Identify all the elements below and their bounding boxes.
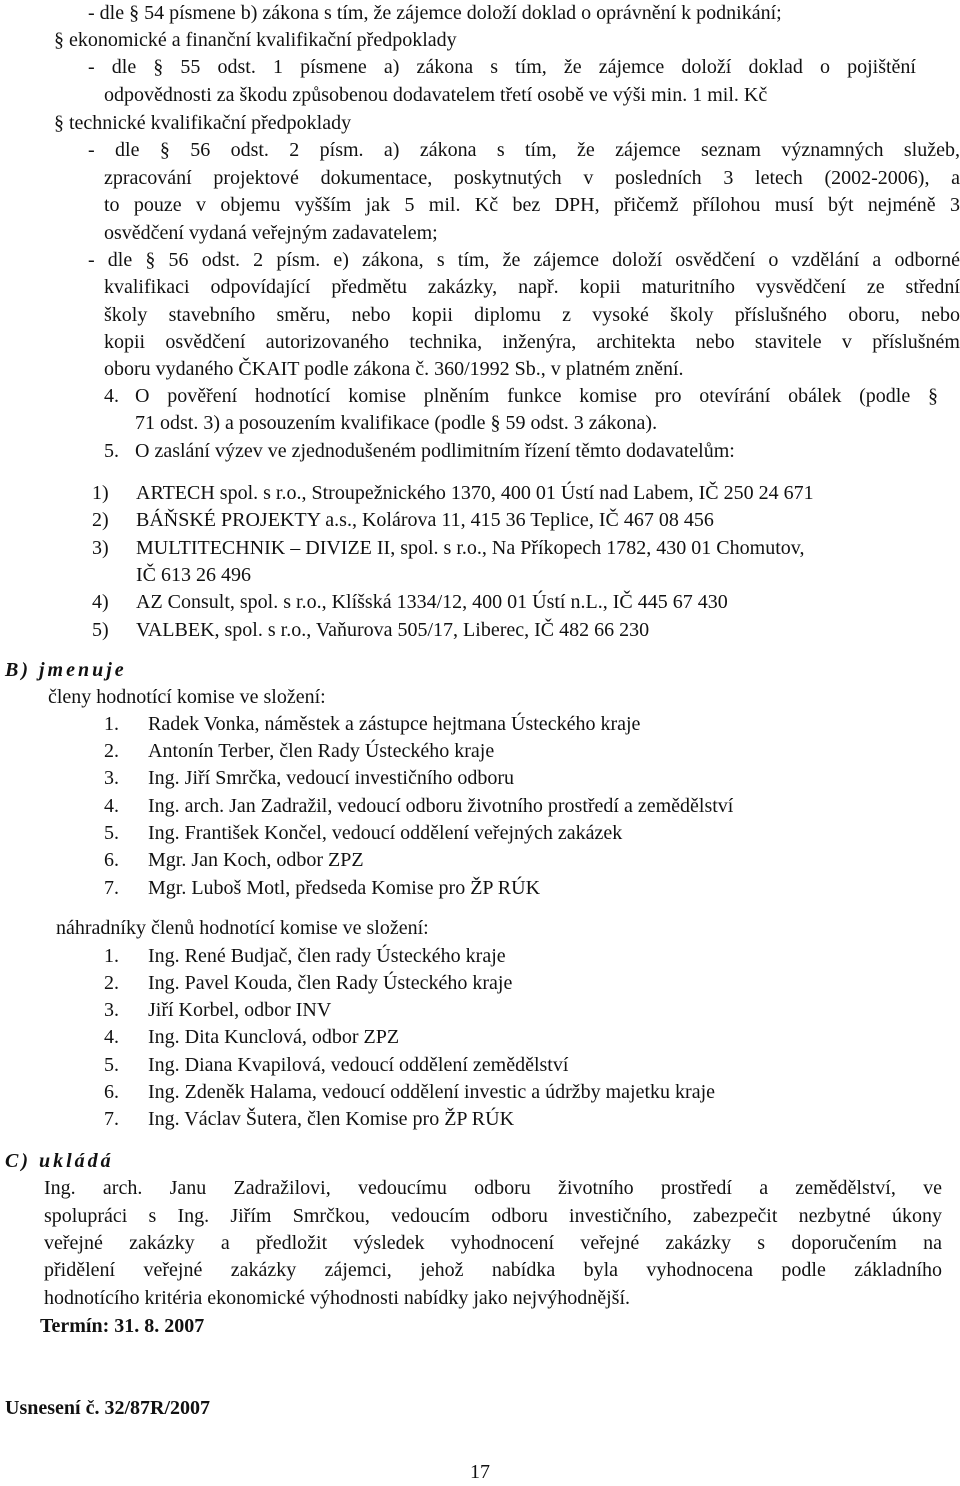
paragraph-line: osvědčení vydaná veřejným zadavatelem; bbox=[104, 222, 438, 244]
supplier-item bbox=[92, 562, 251, 589]
list-number: 3. bbox=[104, 999, 119, 1021]
member-item bbox=[104, 820, 622, 847]
paragraph-line: § ekonomické a finanční kvalifikační předpoklady bbox=[54, 29, 457, 51]
list-number: 3. bbox=[104, 767, 119, 789]
supplier-text: MULTITECHNIK – DIVIZE II, spol. s r.o., Na Příkopech 1782, 430 01 Chomutov, bbox=[136, 537, 805, 559]
substitute-item bbox=[104, 1079, 715, 1106]
item4-line: 71 odst. 3) a posouzením kvalifikace (podle § 59 odst. 3 zákona). bbox=[135, 412, 658, 434]
supplier-item bbox=[92, 480, 814, 507]
paragraph-line: zpracování projektové dokumentace, poskytnutých v posledních 3 letech (2002-2006), a bbox=[104, 167, 960, 189]
substitute-item bbox=[104, 1106, 514, 1133]
member-text: Radek Vonka, náměstek a zástupce hejtmana Ústeckého kraje bbox=[148, 713, 641, 735]
paragraph-line: to pouze v objemu vyšším jak 5 mil. Kč bez DPH, přičemž přílohou musí být nejméně 3 bbox=[104, 194, 960, 216]
paragraph-line: spolupráci s Ing. Jiřím Smrčkou, vedoucím odboru investičního, zabezpečit nezbytné úkony bbox=[44, 1205, 942, 1227]
substitute-text: Jiří Korbel, odbor INV bbox=[148, 999, 332, 1021]
member-item bbox=[104, 793, 733, 820]
supplier-item bbox=[92, 507, 714, 534]
list-number: 6. bbox=[104, 1081, 119, 1103]
resolution-number: Usnesení č. 32/87R/2007 bbox=[5, 1397, 210, 1419]
substitute-text: Ing. Zdeněk Halama, vedoucí oddělení investic a údržby majetku kraje bbox=[148, 1081, 716, 1103]
paragraph-line: školy stavebního směru, nebo kopii diplomu z vysoké školy příslušného oboru, nebo bbox=[104, 304, 960, 326]
list-number: 4. bbox=[104, 795, 119, 817]
item-number: 5. bbox=[104, 440, 119, 462]
supplier-text: IČ 613 26 496 bbox=[136, 564, 251, 586]
list-number: 6. bbox=[104, 849, 119, 871]
supplier-text: AZ Consult, spol. s r.o., Klíšská 1334/12, 400 01 Ústí n.L., IČ 445 67 430 bbox=[136, 591, 728, 613]
list-number: 3) bbox=[92, 537, 109, 559]
list-number: 7. bbox=[104, 877, 119, 899]
member-item bbox=[104, 847, 364, 874]
supplier-text: BÁŇSKÉ PROJEKTY a.s., Kolárova 11, 415 36 Teplice, IČ 467 08 456 bbox=[136, 509, 714, 531]
paragraph-line: kopii osvědčení autorizovaného technika, inženýra, architekta nebo stavitele v příslušném bbox=[104, 331, 960, 353]
list-number: 7. bbox=[104, 1108, 119, 1130]
list-number: 5) bbox=[92, 619, 109, 641]
list-number: 5. bbox=[104, 822, 119, 844]
substitute-text: Ing. Pavel Kouda, člen Rady Ústeckého kraje bbox=[148, 972, 513, 994]
member-item bbox=[104, 875, 540, 902]
member-item bbox=[104, 738, 494, 765]
item5-line: O zaslání výzev ve zjednodušeném podlimitním řízení těmto dodavatelům: bbox=[135, 440, 735, 462]
paragraph-line: odpovědnosti za škodu způsobenou dodavatelem třetí osobě ve výši min. 1 mil. Kč bbox=[104, 84, 768, 106]
list-number: 2) bbox=[92, 509, 109, 531]
section-c-heading: C) ukládá bbox=[5, 1150, 114, 1172]
substitute-item bbox=[104, 997, 331, 1024]
substitute-item bbox=[104, 1024, 399, 1051]
list-number: 2. bbox=[104, 972, 119, 994]
member-text: Ing. arch. Jan Zadražil, vedoucí odboru životního prostředí a zemědělství bbox=[148, 795, 734, 817]
section-b-heading: B) jmenuje bbox=[5, 659, 127, 681]
member-text: Mgr. Luboš Motl, předseda Komise pro ŽP RÚK bbox=[148, 877, 541, 899]
supplier-item bbox=[92, 589, 728, 616]
substitute-text: Ing. Václav Šutera, člen Komise pro ŽP RÚK bbox=[148, 1108, 515, 1130]
members-intro: členy hodnotící komise ve složení: bbox=[48, 686, 326, 708]
list-number: 5. bbox=[104, 1054, 119, 1076]
member-text: Antonín Terber, člen Rady Ústeckého kraje bbox=[148, 740, 495, 762]
page-number: 17 bbox=[470, 1461, 490, 1483]
list-number: 1. bbox=[104, 713, 119, 735]
paragraph-line: Ing. arch. Janu Zadražilovi, vedoucímu odboru životního prostředí a zemědělství, ve bbox=[44, 1177, 942, 1199]
member-item bbox=[104, 765, 514, 792]
paragraph-line: kvalifikaci odpovídající předmětu zakázky, např. kopii maturitního vysvědčení ze střední bbox=[104, 276, 960, 298]
paragraph-line: - dle § 54 písmene b) zákona s tím, že zájemce doloží doklad o oprávnění k podnikání; bbox=[88, 2, 782, 24]
paragraph-line: - dle § 56 odst. 2 písm. e) zákona, s tím, že zájemce doloží osvědčení o vzdělání a odborné bbox=[88, 249, 960, 271]
substitute-item bbox=[104, 970, 512, 997]
member-text: Ing. František Končel, vedoucí oddělení veřejných zakázek bbox=[148, 822, 623, 844]
supplier-text: VALBEK, spol. s r.o., Vaňurova 505/17, Liberec, IČ 482 66 230 bbox=[136, 619, 650, 641]
list-number: 4) bbox=[92, 591, 109, 613]
deadline: Termín: 31. 8. 2007 bbox=[40, 1315, 205, 1337]
paragraph-line: přidělení veřejné zakázky zájemci, jehož nabídka byla vyhodnocena podle základního bbox=[44, 1259, 942, 1281]
substitute-item bbox=[104, 943, 506, 970]
item-number: 4. bbox=[104, 385, 119, 407]
paragraph-line: oboru vydaného ČKAIT podle zákona č. 360/1992 Sb., v platném znění. bbox=[104, 358, 684, 380]
paragraph-line: - dle § 56 odst. 2 písm. a) zákona s tím, že zájemce seznam významných služeb, bbox=[88, 139, 960, 161]
paragraph-line: § technické kvalifikační předpoklady bbox=[54, 112, 352, 134]
item4-line: O pověření hodnotící komise plněním funkce komise pro otevírání obálek (podle § bbox=[135, 385, 938, 407]
supplier-item bbox=[92, 535, 804, 562]
member-text: Mgr. Jan Koch, odbor ZPZ bbox=[148, 849, 364, 871]
supplier-text: ARTECH spol. s r.o., Stroupežnického 1370, 400 01 Ústí nad Labem, IČ 250 24 671 bbox=[136, 482, 814, 504]
supplier-item bbox=[92, 617, 649, 644]
substitute-item bbox=[104, 1052, 568, 1079]
paragraph-line: hodnotícího kritéria ekonomické výhodnosti nabídky jako nejvýhodnější. bbox=[44, 1287, 631, 1309]
substitute-text: Ing. René Budjač, člen rady Ústeckého kraje bbox=[148, 945, 506, 967]
substitute-text: Ing. Diana Kvapilová, vedoucí oddělení zemědělství bbox=[148, 1054, 569, 1076]
substitute-text: Ing. Dita Kunclová, odbor ZPZ bbox=[148, 1026, 400, 1048]
list-number: 1. bbox=[104, 945, 119, 967]
paragraph-line: - dle § 55 odst. 1 písmene a) zákona s tím, že zájemce doloží doklad o pojištění bbox=[88, 56, 916, 78]
substitutes-intro: náhradníky členů hodnotící komise ve složení: bbox=[56, 917, 429, 939]
paragraph-line: veřejné zakázky a předložit výsledek vyhodnocení veřejné zakázky s doporučením na bbox=[44, 1232, 942, 1254]
member-text: Ing. Jiří Smrčka, vedoucí investičního odboru bbox=[148, 767, 515, 789]
member-item bbox=[104, 711, 640, 738]
list-number: 1) bbox=[92, 482, 109, 504]
list-number: 4. bbox=[104, 1026, 119, 1048]
list-number: 2. bbox=[104, 740, 119, 762]
